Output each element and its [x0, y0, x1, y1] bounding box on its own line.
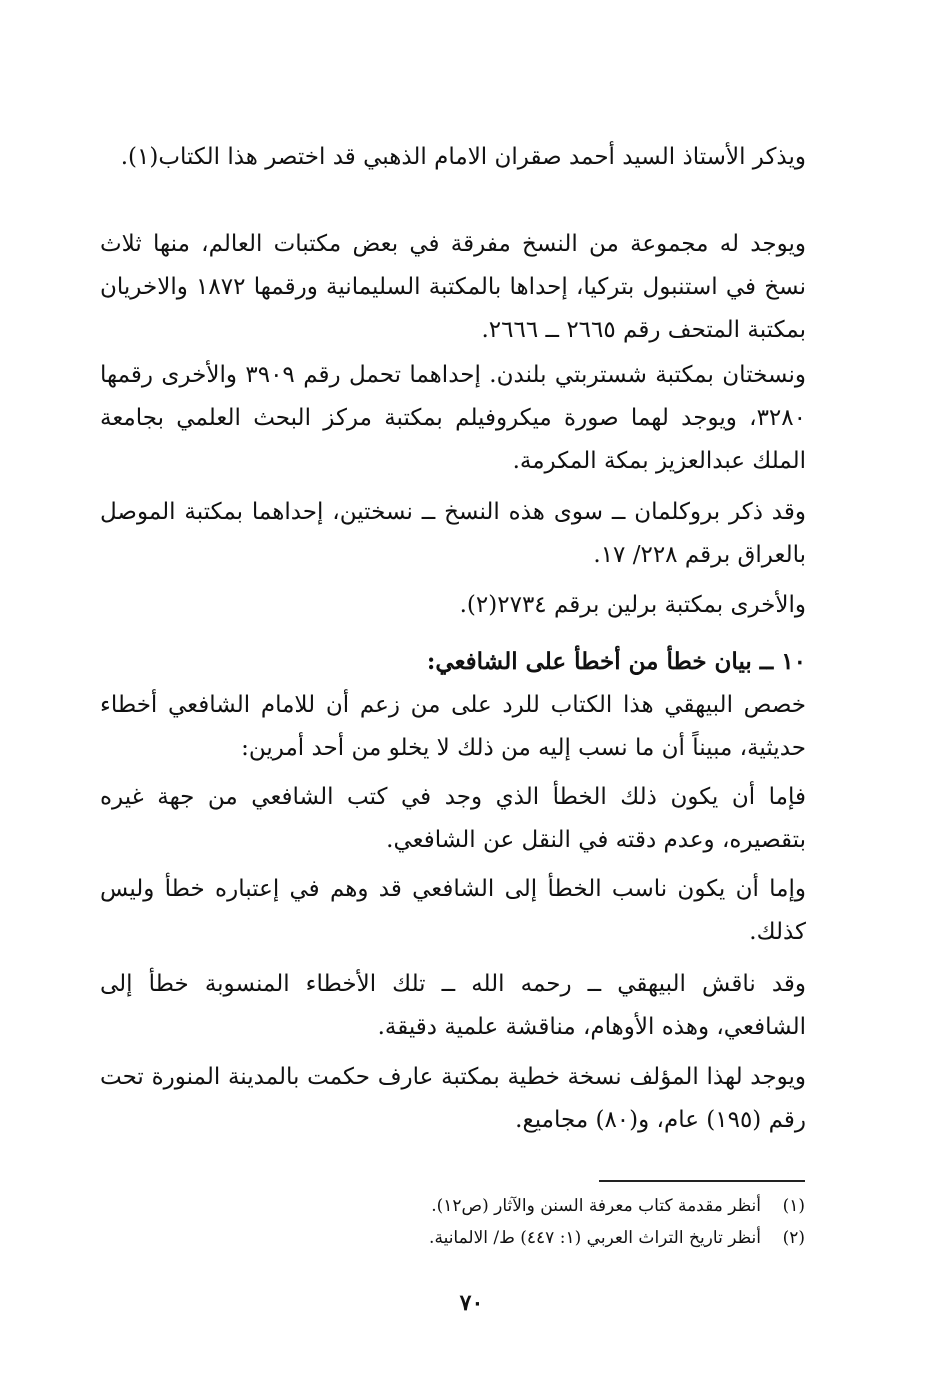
footnote-1-number: (١) [782, 1196, 805, 1216]
page-number: ٧٠ [459, 1290, 484, 1316]
paragraph-dhahabi-abridgement: ويذكر الأستاذ السيد أحمد صقران الامام الذهبي قد اختصر هذا الكتاب(١). [120, 144, 806, 170]
paragraph-chester-beatty-manuscripts: ونسختان بمكتبة شستربتي بلندن. إحداهما تحمل رقم ٣٩٠٩ والأخرى رقمها ٣٢٨٠، ويوجد لهما صورة ميكروفيلم بمكتبة مركز البحث العلمي بجامعة الملك عبدالعزيز بمكة المكرمة. [100, 362, 807, 474]
footnote-2-text: أنظر تاريخ التراث العربي (١: ٤٤٧) ط/ الالمانية. [429, 1228, 761, 1248]
paragraph-berlin-manuscript: والأخرى بمكتبة برلين برقم ٢٧٣٤(٢). [459, 592, 806, 618]
paragraph-istanbul-manuscripts: ويوجد له مجموعة من النسخ مفرقة في بعض مكتبات العالم، منها ثلاث نسخ في استنبول بتركيا، إحداها بالمكتبة السليمانية ورقمها ١٨٧٢ والاخريان بمكتبة المتحف رقم ٢٦٦٥ ــ ٢٦٦٦. [100, 231, 806, 343]
footnote-1 [300, 1192, 805, 1220]
footnote-1-text: أنظر مقدمة كتاب معرفة السنن والآثار (ص١٢). [431, 1196, 761, 1216]
section-heading: ١٠ ــ بيان خطأ من أخطأ على الشافعي: [426, 648, 806, 675]
paragraph-bayhaqi-discussion: وقد ناقش البيهقي ــ رحمه الله ــ تلك الأخطاء المنسوبة خطأ إلى الشافعي، وهذه الأوهام، مناقشة علمية دقيقة. [100, 971, 806, 1040]
paragraph-second-case: وإما أن يكون ناسب الخطأ إلى الشافعي قد وهم في إعتباره خطأ وليس كذلك. [100, 876, 806, 945]
paragraph-first-case: فإما أن يكون ذلك الخطأ الذي وجد في كتب الشافعي من جهة غيره بتقصيره، وعدم دقته في النقل عن الشافعي. [100, 784, 806, 853]
footnote-2 [300, 1224, 805, 1252]
paragraph-arif-hikmat-manuscript: ويوجد لهذا المؤلف نسخة خطية بمكتبة عارف حكمت بالمدينة المنورة تحت رقم (١٩٥) عام، و(٨٠) مجاميع. [100, 1064, 806, 1133]
paragraph-brockelmann-mosul: وقد ذكر بروكلمان ــ سوى هذه النسخ ــ نسختين، إحداهما بمكتبة الموصل بالعراق برقم ٢٢٨/ ١٧. [100, 499, 806, 568]
footnote-2-number: (٢) [782, 1228, 805, 1248]
paragraph-purpose-of-book: خصص البيهقي هذا الكتاب للرد على من زعم أن للامام الشافعي أخطاء حديثية، مبيناً أن ما نسب إليه من ذلك لا يخلو من أحد أمرين: [100, 692, 806, 761]
footnote-separator [599, 1180, 805, 1182]
